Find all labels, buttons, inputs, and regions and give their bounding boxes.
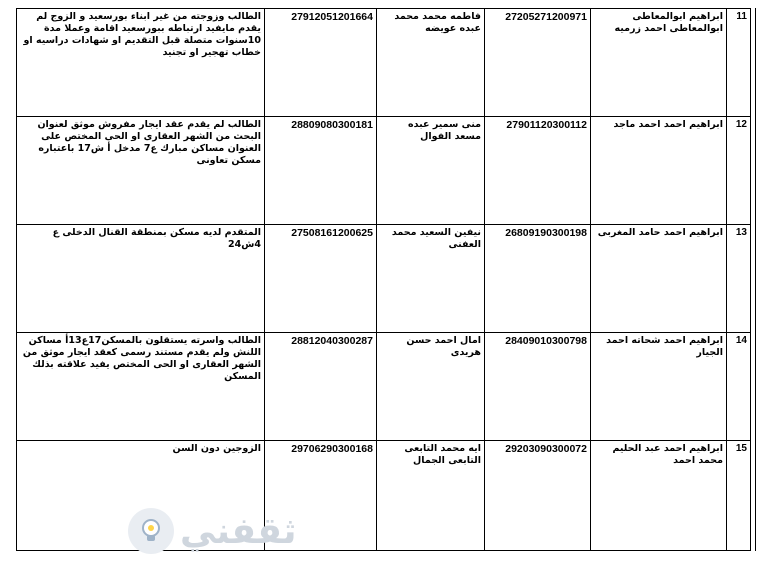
applicant-name-cell: ابراهيم احمد احمد ماجد [591, 117, 727, 225]
table-row [17, 333, 751, 441]
right-border-strip [755, 8, 766, 551]
spouse-id-cell: 29706290300168 [265, 441, 377, 551]
applicant-id-cell: 29203090300072 [485, 441, 591, 551]
rejection-reason-cell: الطالب لم يقدم عقد ايجار مفروش موثق لعنوان البحث من الشهر العقارى او الحى المختص على العنوان مساكن مبارك ع7 مدخل أ ش17 باعتباره مسكن تعاونى [17, 117, 265, 225]
applicant-name-cell: ابراهيم احمد عبد الحليم محمد احمد [591, 441, 727, 551]
applicant-name-cell: ابراهيم احمد حامد المغربى [591, 225, 727, 333]
spouse-name-cell: منى سمير عبده مسعد الفوال [377, 117, 485, 225]
table-row [17, 441, 751, 551]
spouse-id-cell: 27508161200625 [265, 225, 377, 333]
applicant-id-cell: 28409010300798 [485, 333, 591, 441]
applicant-name-cell: ابراهيم ابوالمعاطى ابوالمعاطى احمد زرميه [591, 9, 727, 117]
row-number-cell: 15 [727, 441, 751, 551]
spouse-name-cell: ايه محمد التابعى التابعى الجمال [377, 441, 485, 551]
rejection-reason-cell: الطالب وزوجته من غير ابناء بورسعيد و الزوج لم يقدم مايفيد ارتباطه ببورسعيد اقامة وعملا مدة 10سنوات متصلة قبل التقديم او شهادات دراسيه او خطاب تهجير او تجنيد [17, 9, 265, 117]
site-logo [128, 502, 338, 560]
applicant-id-cell: 26809190300198 [485, 225, 591, 333]
row-number-cell: 11 [727, 9, 751, 117]
spouse-name-cell: امال احمد حسن هريدى [377, 333, 485, 441]
lightbulb-icon [128, 508, 174, 554]
applicant-id-cell: 27205271200971 [485, 9, 591, 117]
table-row [17, 117, 751, 225]
rejection-reason-cell: المتقدم لديه مسكن بمنطقة القنال الدخلى ع 4ش24 [17, 225, 265, 333]
rejection-reason-cell: الطالب واسرته يستقلون بالمسكن17ع13أ مساكن اللنش ولم يقدم مستند رسمى كعقد ايجار موثق من الشهر العقارى او الحى المختص يفيد علاقته بذلك المسكن [17, 333, 265, 441]
row-number-cell: 12 [727, 117, 751, 225]
applicants-table [16, 8, 751, 551]
table-row [17, 9, 751, 117]
logo-text: ثقفني [180, 510, 297, 552]
spouse-id-cell: 28812040300287 [265, 333, 377, 441]
spouse-name-cell: فاطمه محمد محمد عبده عويضه [377, 9, 485, 117]
applicant-name-cell: ابراهيم احمد شحاته احمد الجيار [591, 333, 727, 441]
rejection-reason-cell: الزوجين دون السن [17, 441, 265, 551]
applicant-id-cell: 27901120300112 [485, 117, 591, 225]
spouse-id-cell: 27912051201664 [265, 9, 377, 117]
row-number-cell: 14 [727, 333, 751, 441]
table-row [17, 225, 751, 333]
row-number-cell: 13 [727, 225, 751, 333]
spouse-name-cell: نيفين السعيد محمد العفنى [377, 225, 485, 333]
spouse-id-cell: 28809080300181 [265, 117, 377, 225]
